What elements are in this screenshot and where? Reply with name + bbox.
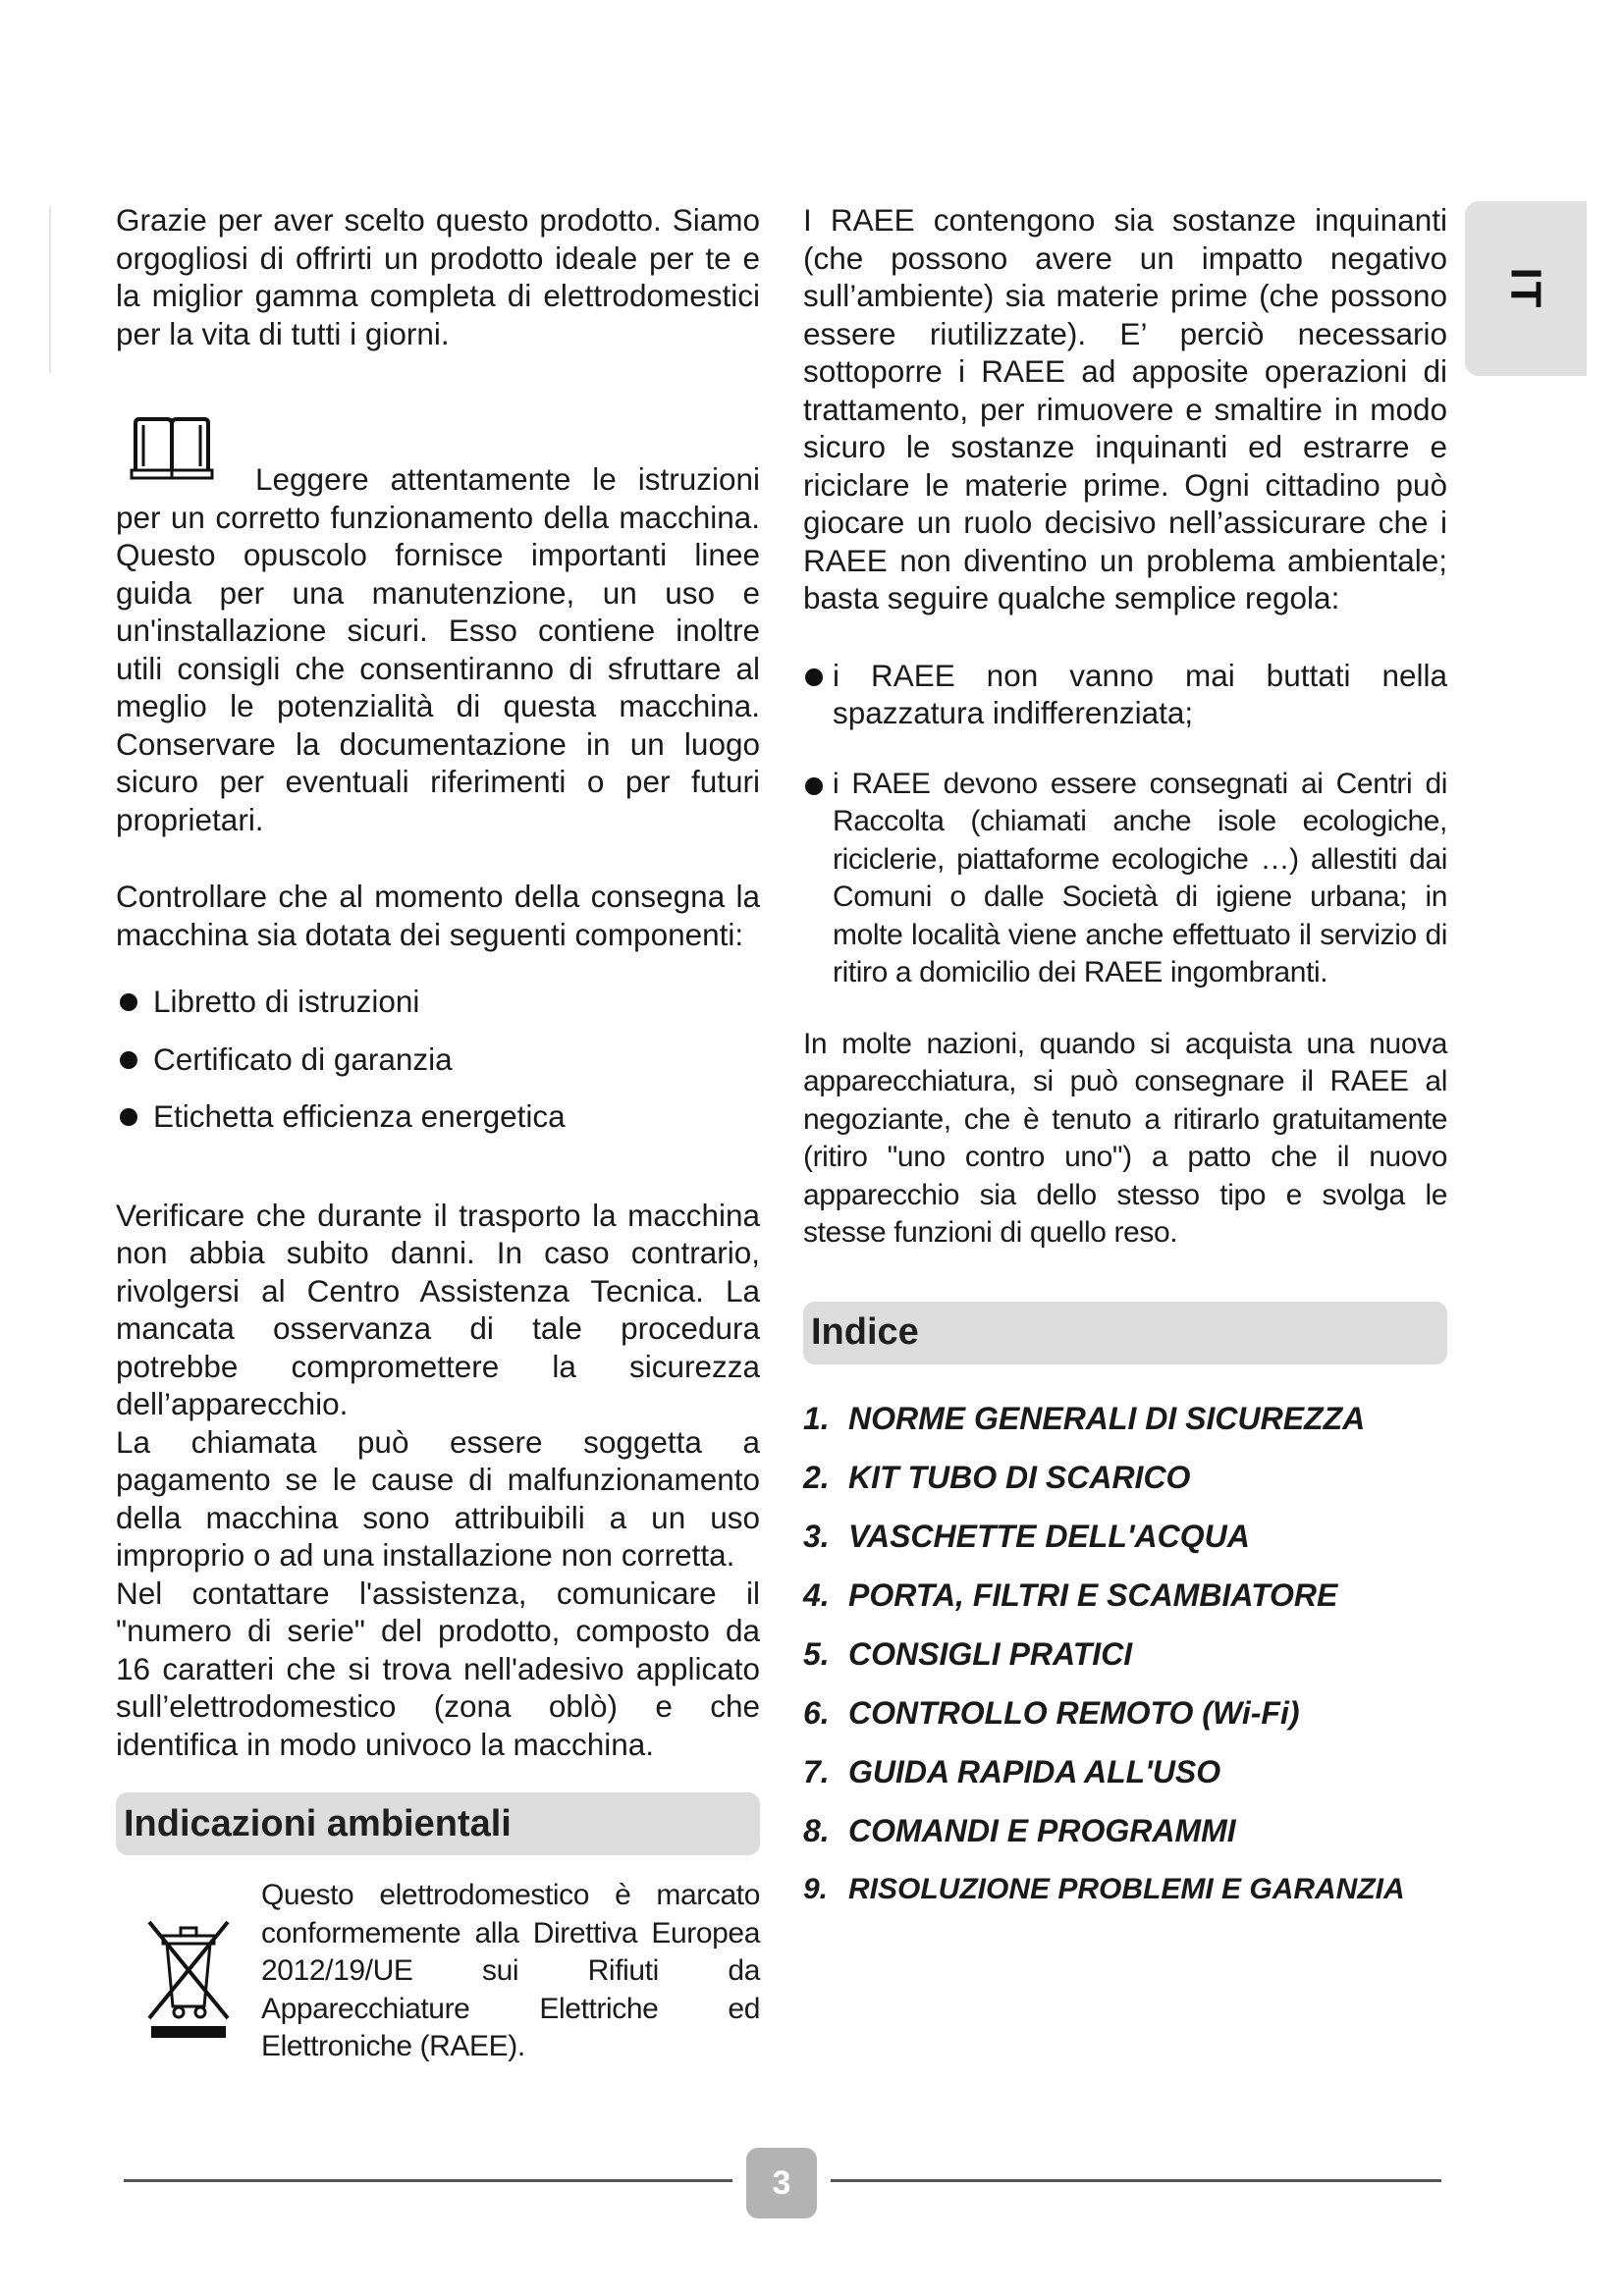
list-item: i RAEE devono essere consegnati ai Centri di Raccolta (chiamati anche isole ecologiche, riciclerie, piattaforme ecologiche …) allestiti dai Comuni o dalle Società di igiene urbana; in molte località viene anche effettuato il servizio di ritiro a domicilio dei RAEE ingombranti. [803, 766, 1447, 992]
footer-rule-left [124, 2179, 732, 2182]
environment-heading: Indicazioni ambientali [124, 1802, 512, 1844]
list-item: Etichetta efficienza energetica [116, 1097, 760, 1136]
serial-number-text: Nel contattare l'assistenza, comunicare il "numero di serie" del prodotto, composto da 16 caratteri che si trova nell'adesivo applicato sull’elettrodomestico (zona oblò) e che identifica in modo univoco la macchina. [116, 1575, 760, 1762]
list-item: Certificato di garanzia [116, 1041, 760, 1079]
read-instructions-block [116, 413, 760, 838]
raee-intro-text: I RAEE contengono sia sostanze inquinanti (che possono avere un impatto negativo sull’ambiente) sia materie prime (che possono essere riutilizzate). E’ perciò necessario sottoporre i RAEE ad apposite operazioni di trattamento, per rimuovere e smaltire in modo sicuro le sostanze inquinanti ed estrarre e riciclare le materie prime. Ogni cittadino può giocare un ruolo decisivo nell’assicurare che i RAEE non diventino un problema ambientale; basta seguire qualche semplice regola: [803, 202, 1447, 615]
read-instructions-text: Leggere attentamente le istruzioni per un corretto funzionamento della macchina. Questo opuscolo fornisce importanti linee guida per una manutenzione, un uso e un'installazione sicuri. Esso contiene inoltre utili consigli che consentiranno di sfruttare al meglio le potenzialità di questa macchina. Conservare la documentazione in un luogo sicuro per eventuali riferimenti o per futuri proprietari. [116, 461, 760, 837]
book-icon [130, 413, 214, 484]
call-fee-text: La chiamata può essere soggetta a pagamento se le cause di malfunzionamento della macchina sono attribuibili a un uso improprio o ad una installazione non corretta. [116, 1423, 760, 1573]
right-column [803, 201, 1447, 1930]
environment-heading-bar [116, 1792, 760, 1855]
raee-rules-list [803, 657, 1447, 992]
toc-item[interactable]: 7. GUIDA RAPIDA ALL'USO [803, 1753, 1221, 1789]
retailer-text: In molte nazioni, quando si acquista una nuova apparecchiatura, si può consegnare il RAEE al negoziante, che è tenuto a ritirarlo gratuitamente (ritiro "uno contro uno") a patto che il nuovo apparecchio sia dello stesso tipo e svolga le stesse funzioni di quello reso. [803, 1027, 1447, 1249]
components-list [116, 983, 760, 1136]
bullet-icon [120, 1051, 137, 1069]
left-column [116, 201, 760, 2066]
toc-item[interactable]: 6. CONTROLLO REMOTO (Wi-Fi) [803, 1694, 1300, 1731]
list-item: i RAEE non vanno mai buttati nella spazzatura indifferenziata; [803, 657, 1447, 732]
table-of-contents [803, 1400, 1447, 1908]
language-code: IT [1501, 267, 1550, 310]
bullet-icon [805, 777, 823, 795]
toc-item[interactable]: 5. CONSIGLI PRATICI [803, 1635, 1133, 1672]
bullet-icon [120, 1108, 137, 1126]
bullet-icon [805, 668, 823, 686]
transport-check-text: Verificare che durante il trasporto la macchina non abbia subito danni. In caso contrario, rivolgersi al Centro Assistenza Tecnica. La mancata osservanza di tale procedura potrebbe compromettere la sicurezza dell’apparecchio. [116, 1197, 760, 1421]
page-number-badge [746, 2148, 817, 2218]
index-heading-bar [803, 1302, 1447, 1364]
toc-item[interactable]: 1. NORME GENERALI DI SICUREZZA [803, 1400, 1366, 1436]
delivery-check-text: Controllare che al momento della consegna la macchina sia dotata dei seguenti componenti: [116, 879, 760, 952]
margin-mark [49, 206, 51, 373]
toc-item[interactable]: 2. KIT TUBO DI SCARICO [803, 1459, 1191, 1495]
weee-text: Questo elettrodomestico è marcato conformemente alla Direttiva Europea 2012/19/UE sui Rifiuti da Apparecchiature Elettriche ed Elettroniche (RAEE). [261, 1879, 760, 2062]
index-heading: Indice [811, 1311, 919, 1353]
weee-block [116, 1877, 760, 2066]
toc-item[interactable]: 3. VASCHETTE DELL'ACQUA [803, 1518, 1250, 1554]
toc-item[interactable]: 9. RISOLUZIONE PROBLEMI E GARANZIA [803, 1872, 1405, 1905]
toc-item[interactable]: 4. PORTA, FILTRI E SCAMBIATORE [803, 1576, 1338, 1613]
footer-rule-right [831, 2179, 1441, 2182]
language-tab [1465, 201, 1587, 376]
toc-item[interactable]: 8. COMANDI E PROGRAMMI [803, 1812, 1236, 1848]
intro-paragraph: Grazie per aver scelto questo prodotto. Siamo orgogliosi di offrirti un prodotto ideale per te e la miglior gamma completa di elettrodomestici per la vita di tutti i giorni. [116, 202, 760, 351]
list-item: Libretto di istruzioni [116, 983, 760, 1021]
bullet-icon [120, 993, 137, 1011]
crossed-bin-icon [145, 1916, 232, 2040]
page-number: 3 [772, 2163, 791, 2202]
